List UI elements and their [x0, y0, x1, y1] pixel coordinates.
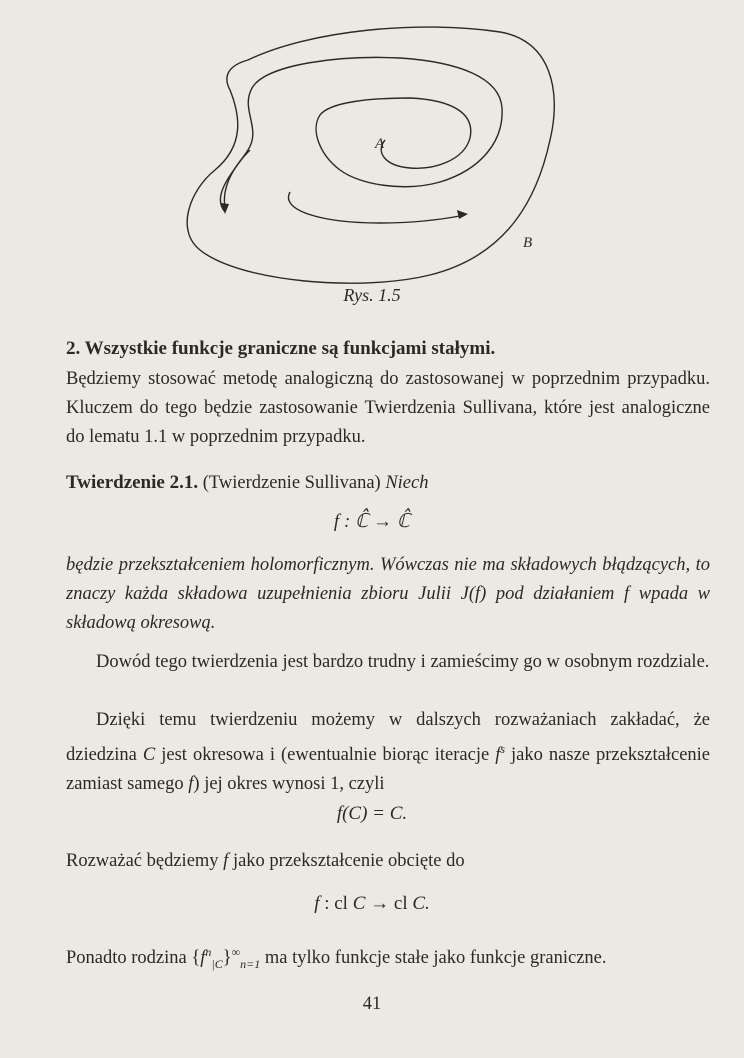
p5-f: f: [200, 948, 206, 969]
p4-var-f: f: [223, 851, 229, 871]
p3-iter: f: [495, 745, 501, 766]
spiral-arm-left: [220, 57, 502, 212]
p4-part1: Rozważać będziemy: [66, 851, 224, 871]
paragraph-1: Będziemy stosować metodę analogiczną do zastosowanej w poprzednim przypadku. Kluczem do tego będzie zastosowanie Twierdzenia Sullivana, które jest analogiczne do lematu 1.1 w poprzednim przypadku.: [66, 369, 710, 447]
f3-c2: C.: [407, 893, 430, 914]
paragraph-3: [66, 706, 710, 799]
f3-c1: C: [347, 893, 366, 914]
label-a: A: [375, 136, 385, 152]
formula-restriction: [0, 893, 744, 915]
label-b: B: [523, 235, 533, 251]
theorem-lead: Niech: [385, 473, 429, 493]
spiral-arm-inner: [316, 98, 471, 170]
p3-var-f: f: [188, 774, 194, 795]
paragraph-4: [66, 847, 710, 876]
p4-part2: jako przekształcenie obcięte do: [228, 851, 465, 871]
theorem-label: Twierdzenie 2.1.: [66, 472, 199, 493]
p5-part1: Ponadto rodzina: [66, 948, 192, 969]
paragraph-2: Dowód tego twierdzenia jest bardzo trudny i zamieścimy go w osobnym rozdziale.: [96, 652, 710, 672]
f3-cl2: cl: [393, 893, 408, 914]
outer-curve: [187, 27, 554, 283]
p5-open: {: [191, 948, 201, 969]
paragraph-5: [66, 938, 710, 979]
p5-close: }: [222, 948, 232, 969]
formula-map: f : ℂ̂ → ℂ̂: [333, 511, 411, 532]
theorem-body: będzie przekształceniem holomorficznym. Wówczas nie ma składowych błądzących, to znaczy każda składowa uzupełnienia zbioru Julii J(f) pod działaniem f wpada w składową okresową.: [66, 555, 710, 633]
f3-f: f: [314, 893, 320, 914]
section-heading: 2. Wszystkie funkcje graniczne są funkcjami stałymi.: [66, 338, 496, 359]
p3-part2: jest okresowa i (ewentualnie biorąc iteracje: [155, 745, 496, 766]
lower-arrow-curve: [288, 192, 465, 223]
theorem-attribution: (Twierdzenie Sullivana): [202, 473, 381, 493]
page-number: 41: [362, 994, 382, 1014]
figure-rys-1-5: [170, 20, 570, 295]
p3-part3: jako nasze przekształcenie zamiast samego: [66, 745, 711, 795]
p5-inf-sup: ∞: [231, 945, 241, 959]
theorem-header: [66, 468, 710, 498]
f3-colon: :: [319, 893, 335, 914]
p5-restrict: |C: [211, 956, 223, 971]
p5-n-sup: n: [205, 945, 212, 959]
p3-iter-sup: s: [500, 742, 506, 756]
p3-var-c: C: [142, 745, 156, 766]
formula-invariance: f(C) = C.: [336, 803, 408, 824]
f3-cl1: cl: [334, 893, 348, 914]
f3-arrow: →: [365, 893, 394, 914]
figure-caption: Rys. 1.5: [343, 285, 401, 305]
p3-part1: Dzięki temu twierdzeniu możemy w dalszych rozważaniach zakładać, że dziedzina: [66, 710, 710, 766]
p5-n-sub: n=1: [240, 956, 261, 971]
p3-part4: ) jej okres wynosi 1, czyli: [193, 774, 385, 795]
p5-part2: ma tylko funkcje stałe jako funkcje graniczne.: [260, 948, 607, 969]
arrow-head-right: [457, 210, 468, 219]
